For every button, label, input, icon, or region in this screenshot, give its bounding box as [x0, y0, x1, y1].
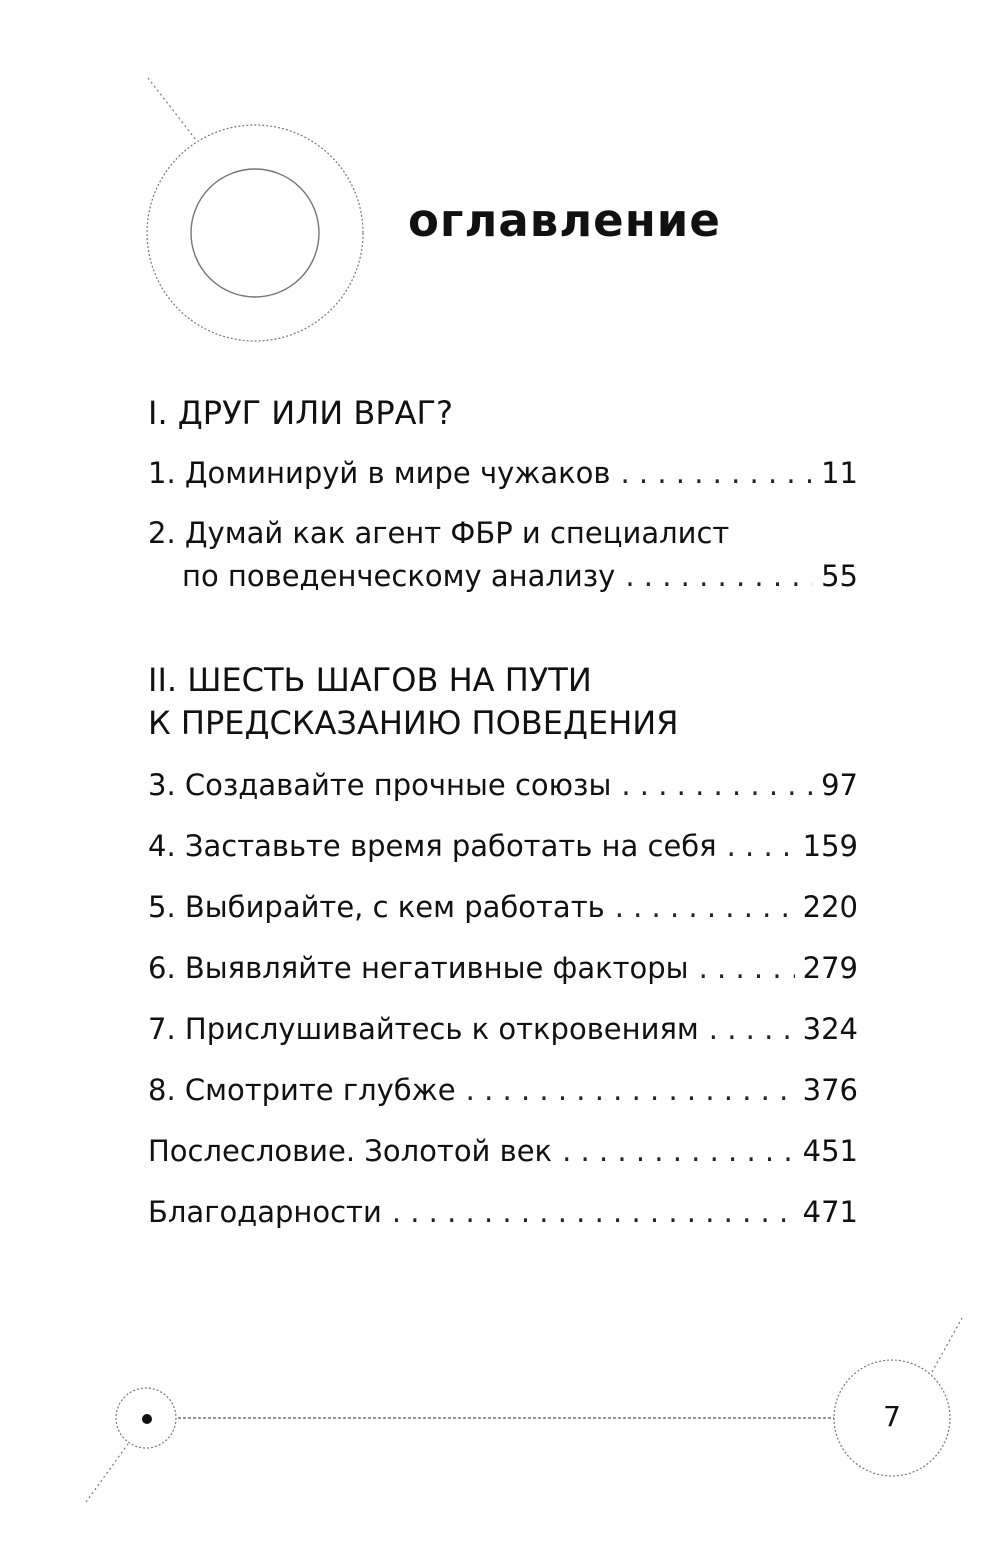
toc-entry-chapter-8[interactable] [148, 1073, 858, 1107]
part-1-heading-line: I. ДРУГ ИЛИ ВРАГ? [148, 394, 454, 432]
page-title: оглавление [408, 194, 721, 247]
back-matter-title: Благодарности [148, 1195, 382, 1229]
page-ref: 97 [821, 768, 858, 802]
page-ref: 11 [821, 456, 858, 490]
diagonal-line-bottom-left [86, 1444, 128, 1502]
chapter-title-line-1: 2. Думай как агент ФБР и специалист [148, 516, 730, 550]
toc-entry-chapter-4[interactable] [148, 829, 858, 863]
chapter-title: 8. Смотрите глубже [148, 1073, 456, 1107]
chapter-title-line-2: по поведенческому анализу [182, 559, 616, 593]
part-2-heading-line-2: К ПРЕДСКАЗАНИЮ ПОВЕДЕНИЯ [148, 704, 679, 742]
dot-icon [142, 1414, 152, 1424]
part-1-heading [148, 392, 453, 435]
dot-leader [699, 951, 795, 985]
dot-leader [727, 829, 795, 863]
dot-leader [621, 768, 813, 802]
chapter-title: 4. Заставьте время работать на себя [148, 829, 717, 863]
inner-circle-icon [191, 169, 319, 297]
toc-entry-chapter-6[interactable] [148, 951, 858, 985]
page-ref: 376 [802, 1073, 858, 1107]
dot-leader [392, 1195, 795, 1229]
dot-leader [625, 559, 813, 593]
diagonal-line-bottom-right [932, 1318, 962, 1372]
page-ref: 471 [802, 1195, 858, 1229]
toc-entry-chapter-7[interactable] [148, 1012, 858, 1046]
toc-entry-afterword[interactable] [148, 1134, 858, 1168]
dot-leader [466, 1073, 795, 1107]
page-ref: 279 [802, 951, 858, 985]
outer-circle-icon [147, 125, 363, 341]
page-number: 7 [883, 1400, 901, 1433]
dot-leader [562, 1134, 795, 1168]
part-2-heading-line-1: II. ШЕСТЬ ШАГОВ НА ПУТИ [148, 661, 592, 699]
page-ref: 220 [802, 890, 858, 924]
dot-leader [709, 1012, 795, 1046]
page-ref: 159 [802, 829, 858, 863]
back-matter-title: Послесловие. Золотой век [148, 1134, 553, 1168]
chapter-title: 6. Выявляйте негативные факторы [148, 951, 689, 985]
toc-entry-chapter-2[interactable] [148, 516, 858, 593]
toc-entry-chapter-1[interactable] [148, 456, 858, 490]
dot-leader [615, 890, 795, 924]
page-ref: 324 [802, 1012, 858, 1046]
toc-entry-chapter-3[interactable] [148, 768, 858, 802]
page-ref: 451 [802, 1134, 858, 1168]
page-ref: 55 [821, 559, 858, 593]
chapter-title: 7. Прислушивайтесь к откровениям [148, 1012, 699, 1046]
part-2-heading [148, 659, 678, 745]
toc-entry-chapter-5[interactable] [148, 890, 858, 924]
chapter-title: 3. Создавайте прочные союзы [148, 768, 612, 802]
chapter-title: 1. Доминируй в мире чужаков [148, 456, 611, 490]
dot-leader [621, 456, 814, 490]
diagonal-line-top [148, 78, 196, 140]
chapter-title: 5. Выбирайте, с кем работать [148, 890, 605, 924]
toc-entry-acknowledgements[interactable] [148, 1195, 858, 1229]
